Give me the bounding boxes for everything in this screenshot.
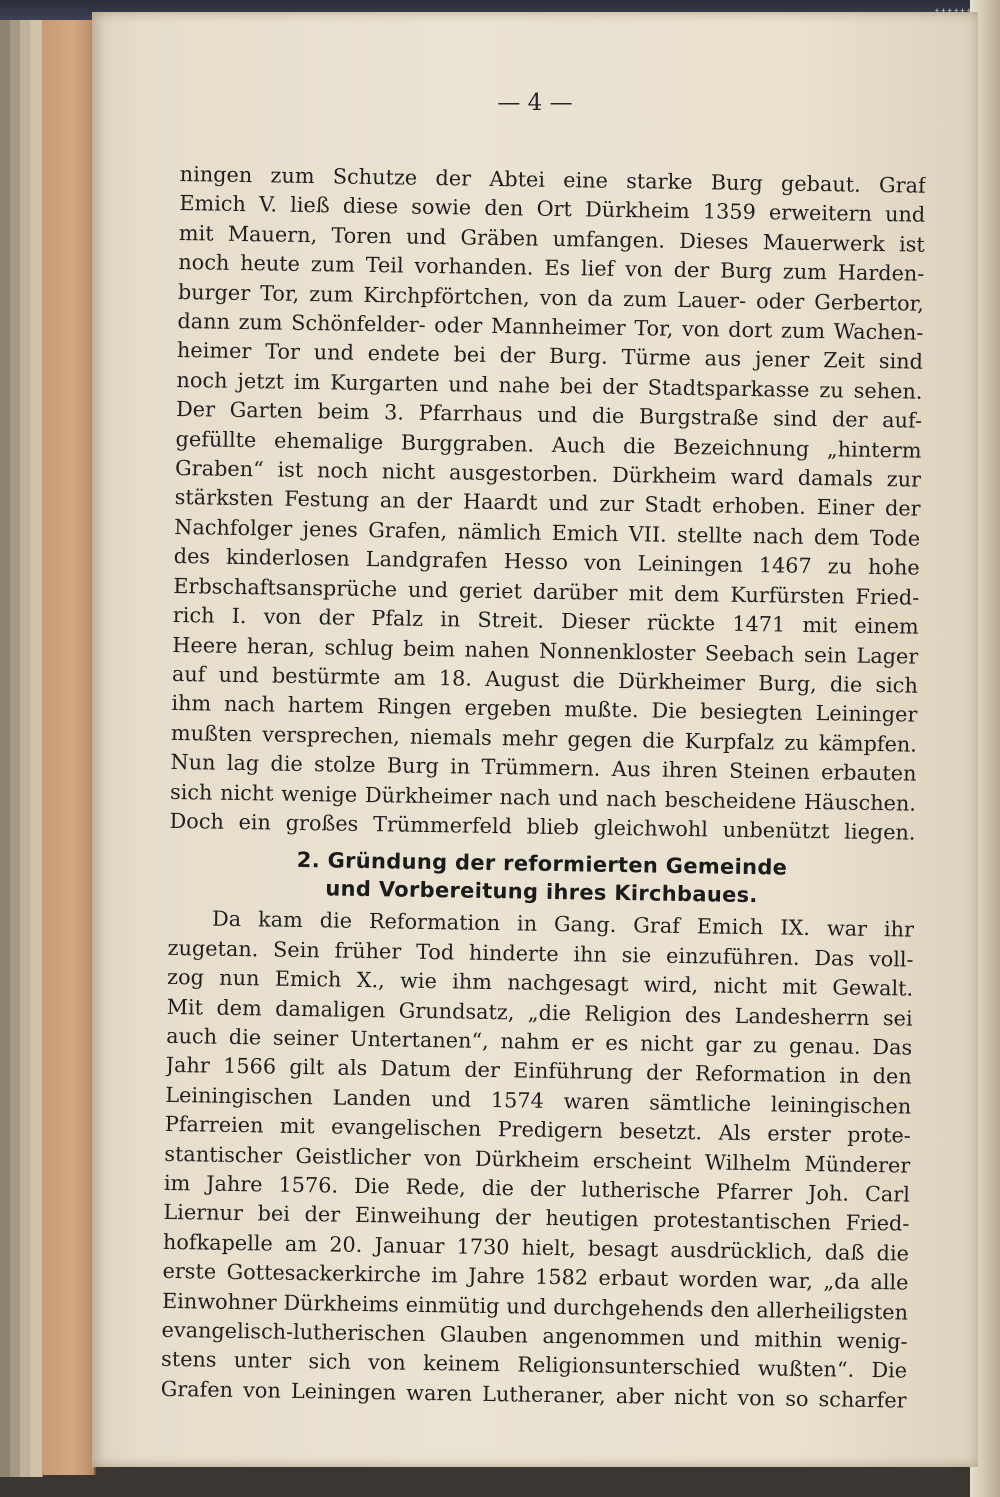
text-line: Graben“ ist noch nicht ausgestorben. Dürkheim ward damals zur [174,456,922,492]
text-line: Nun lag die stolze Burg in Trümmern. Aus ihren Steinen erbauten [170,750,917,786]
text-line: im Jahre 1576. Die Rede, die der lutherische Pfarrer Joh. Carl [163,1170,911,1207]
text-line: noch heute zum Teil vorhanden. Es lief von der Burg zum Harden- [178,250,925,286]
text-line: Erbschaftsansprüche und geriet darüber mit dem Kurfürsten Fried- [173,573,920,610]
text-line: noch jetzt im Kurgarten und nahe bei der Stadtsparkasse zu sehen. [176,367,923,404]
text-line: mit Mauern, Toren und Gräben umfangen. Dieses Mauerwerk ist [178,220,925,257]
text-line: auch die seiner Untertanen“, nahm er es nicht gar zu genau. Das [166,1023,913,1060]
section-heading-line-2: und Vorbereitung ihres Kirchbaues. [325,876,758,908]
text-line: Mit dem damaligen Grundsatz, „die Religion des Landesherrn sei [166,994,913,1031]
text-line: erste Gottesackerkirche im Jahre 1582 erbaut worden war, „da alle [162,1259,909,1295]
text-line: auf und bestürmte am 18. August die Dürkheimer Burg, die sich [171,661,919,698]
book-cover-edge [42,20,96,1475]
text-line: mußten versprechen, niemals mehr gegen die Kurpfalz zu kämpfen. [170,720,918,757]
section-heading-line-1: 2. Gründung der reformierten Gemeinde [296,848,788,880]
text-line: dann zum Schönfelder- oder Mannheimer Tor, von dort zum Wachen- [177,309,924,345]
text-line: Pfarreien mit evangelischen Predigern besetzt. Als erster prote- [164,1112,911,1148]
text-line: Der Garten beim 3. Pfarrhaus und die Burgstraße sind der auf- [175,397,923,433]
text-line: Da kam die Reformation in Gang. Graf Emich IX. war ihr [211,906,915,942]
text-line: gefüllte ehemalige Burggraben. Auch die Bezeichnung „hinterm [175,426,922,463]
text-line: rich I. von der Pfalz in Streit. Dieser rückte 1471 mit einem [172,603,919,639]
text-line: sich nicht wenige Dürkheimer nach und nach bescheidene Häuschen. [169,779,917,816]
text-line: ihm nach hartem Ringen ergeben mußte. Die besiegten Leininger [171,691,918,727]
text-line: Liernur bei der Einweihung der heutigen protestantischen Fried- [163,1200,910,1236]
text-line: ningen zum Schutze der Abtei eine starke Burg gebaut. Graf [179,161,926,198]
text-line: Doch ein großes Trümmerfeld blieb gleichwohl unbenützt liegen. [169,808,916,845]
text-line: stens unter sich von keinem Religionsunterschied wußten“. Die [160,1347,908,1384]
section-heading [168,844,915,912]
text-line: des kinderlosen Landgrafen Hesso von Leiningen 1467 zu hohe [173,544,920,580]
book-page [92,12,978,1467]
page-text [160,160,925,1416]
text-line: hofkapelle am 20. Januar 1730 hielt, besagt ausdrücklich, daß die [162,1229,910,1266]
text-line: Emich V. ließ diese sowie den Ort Dürkheim 1359 erweitern und [179,191,926,228]
text-line: stantischer Geistlicher von Dürkheim erscheint Wilhelm Münderer [164,1141,911,1178]
text-line: burger Tor, zum Kirchpförtchen, von da zum Lauer- oder Gerbertor, [177,279,925,316]
text-line: Nachfolger jenes Grafen, nämlich Emich VII. stellte nach dem Tode [174,514,921,551]
text-line: zugetan. Sein früher Tod hinderte ihn sie einzuführen. Das voll- [167,935,914,972]
text-line: Jahr 1566 gilt als Datum der Einführung der Reformation in den [165,1053,912,1089]
text-line: heimer Tor und endete bei der Burg. Türme aus jener Zeit sind [176,338,924,375]
text-line: zog nun Emich X., wie ihm nachgesagt wird, nicht mit Gewalt. [166,965,914,1001]
paragraph-reformation [160,904,914,1416]
paragraph-castle-history [169,160,926,848]
text-line: Grafen von Leiningen waren Lutheraner, aber nicht von so scharfer [160,1376,907,1413]
text-line: Heere heran, schlug beim nahen Nonnenkloster Seebach sein Lager [172,632,919,669]
text-line: stärksten Festung an der Haardt und zur Stadt erhoben. Einer der [174,485,921,522]
text-line: Einwohner Dürkheims einmütig und durchgehends den allerheiligsten [161,1288,909,1325]
text-line: Leiningischen Landen und 1574 waren sämtliche leiningischen [165,1082,912,1119]
page-number: — 4 — [497,90,573,116]
text-line: evangelisch-lutherischen Glauben angenommen und mithin wenig- [161,1317,908,1354]
